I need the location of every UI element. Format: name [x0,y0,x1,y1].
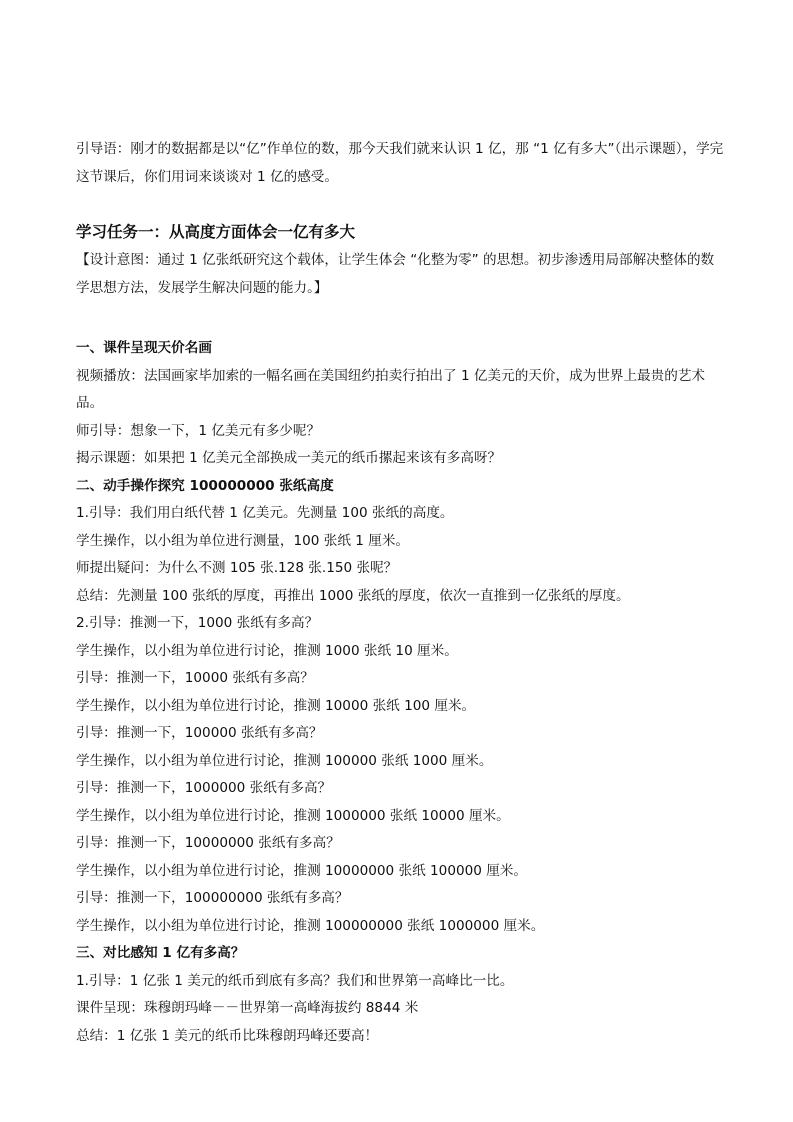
section-2-line: 1.引导：我们用白纸代替 1 亿美元。先测量 100 张纸的高度。 [76,505,454,521]
section-2-line: 学生操作，以小组为单位进行讨论，推测 1000 张纸 10 厘米。 [76,642,458,659]
section-2-line: 学生操作，以小组为单位进行讨论，推测 10000000 张纸 100000 厘米。 [76,862,528,879]
section-1-line: 视频播放：法国画家毕加索的一幅名画在美国纽约拍卖行拍出了 1 亿美元的天价，成为世界上最贵的艺术品。 [76,367,706,411]
section-1-heading: 一、课件呈现天价名画 [76,340,212,356]
section-3-heading: 三、对比感知 1 亿有多高？ [76,945,245,961]
section-2-line: 学生操作，以小组为单位进行测量，100 张纸 1 厘米。 [76,532,410,549]
document-body [76,135,726,1050]
section-3-line: 课件呈现：珠穆朗玛峰－－世界第一高峰海拔约 8844 米 [76,1000,419,1016]
task-title: 学习任务一：从高度方面体会一亿有多大 [76,223,356,241]
section-2-line: 引导：推测一下，100000000 张纸有多高？ [76,890,349,906]
section-2-line: 学生操作，以小组为单位进行讨论，推测 10000 张纸 100 厘米。 [76,697,476,714]
intro-paragraph: 引导语：刚才的数据都是以“亿”作单位的数，那今天我们就来认识 1 亿，那 “1 亿有多大”（出示课题），学完这节课后，你们用词来谈谈对 1 亿的感受。 [76,141,724,185]
section-2-line: 2.引导：推测一下，1000 张纸有多高？ [76,615,319,631]
section-3-line: 总结：1 亿张 1 美元的纸币比珠穆朗玛峰还要高！ [76,1027,379,1044]
section-2-heading: 二、动手操作探究 100000000 张纸高度 [76,477,334,494]
section-2-line: 学生操作，以小组为单位进行讨论，推测 100000 张纸 1000 厘米。 [76,752,493,769]
section-1-line: 师引导：想象一下，1 亿美元有多少呢？ [76,422,321,439]
section-2-line: 引导：推测一下，10000000 张纸有多高？ [76,835,340,851]
section-3-line: 1.引导：1 亿张 1 美元的纸币到底有多高？我们和世界第一高峰比一比。 [76,972,514,989]
section-1-line: 揭示课题：如果把 1 亿美元全部换成一美元的纸币摞起来该有多高呀？ [76,450,502,466]
section-2-line: 学生操作，以小组为单位进行讨论，推测 100000000 张纸 1000000 厘米。 [76,917,545,934]
section-2-line: 师提出疑问：为什么不测 105 张.128 张.150 张呢？ [76,560,398,576]
design-intent-paragraph: 【设计意图：通过 1 亿张纸研究这个载体，让学生体会 “化整为零” 的思想。初步渗透用局部解决整体的数学思想方法，发展学生解决问题的能力。】 [76,252,715,296]
section-2-line: 引导：推测一下，10000 张纸有多高？ [76,670,314,686]
section-2-line: 总结：先测量 100 张纸的厚度，再推出 1000 张纸的厚度，依次一直推到一亿张纸的厚度。 [76,587,630,604]
section-2-line: 引导：推测一下，1000000 张纸有多高？ [76,780,332,796]
section-2-line: 引导：推测一下，100000 张纸有多高？ [76,725,323,741]
section-2-line: 学生操作，以小组为单位进行讨论，推测 1000000 张纸 10000 厘米。 [76,807,510,824]
